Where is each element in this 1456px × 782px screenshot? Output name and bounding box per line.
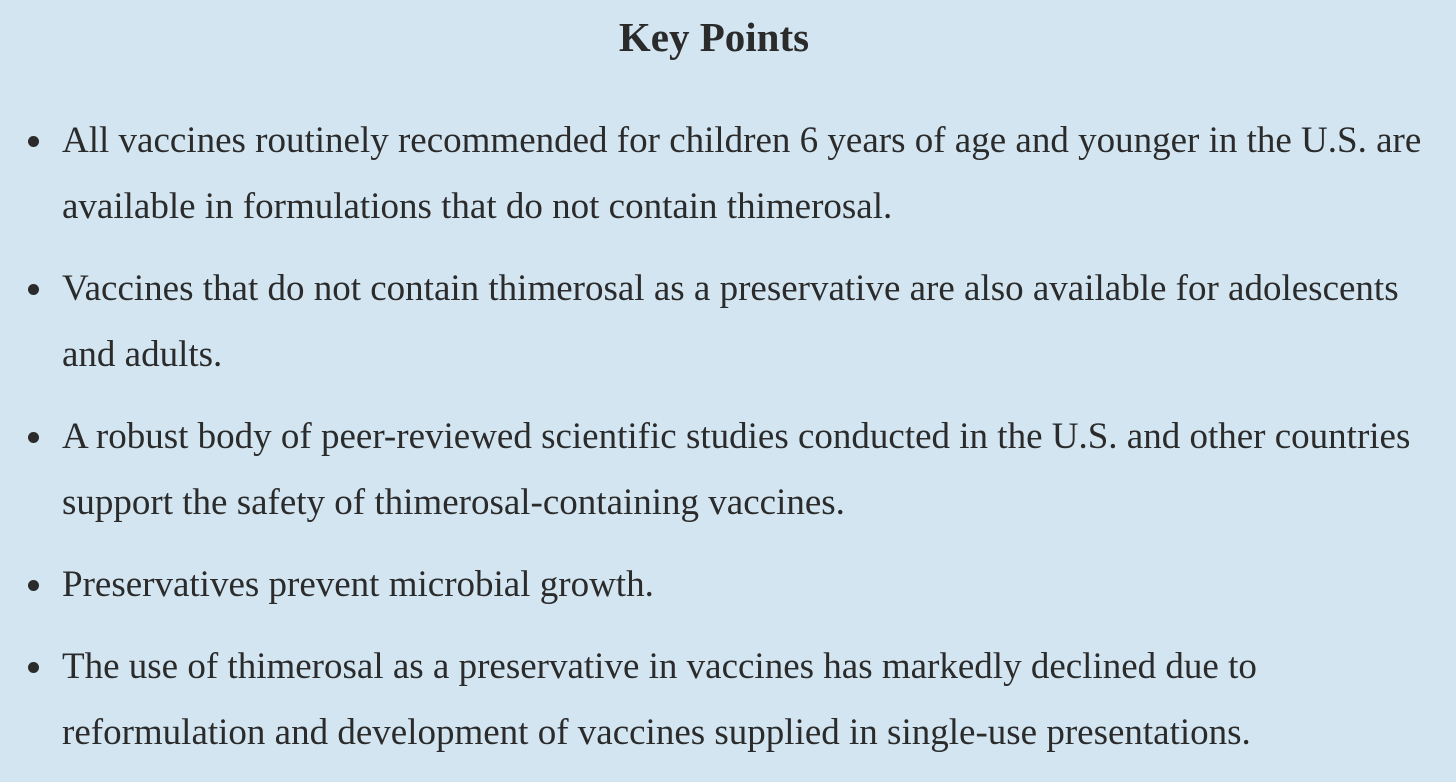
key-point-text: The use of thimerosal as a preservative in vaccines has markedly declined due to reformulation and development of vaccines supplied in single-use presentations. xyxy=(62,646,1257,753)
bullet-icon xyxy=(28,432,39,443)
key-points-title: Key Points xyxy=(618,14,810,60)
key-point-text: All vaccines routinely recommended for children 6 years of age and younger in the U.S. are available in formulations that do not contain thimerosal. xyxy=(62,120,1422,227)
key-point-text: Preservatives prevent microbial growth. xyxy=(62,564,654,605)
key-point-item xyxy=(0,552,1456,618)
bullet-icon xyxy=(28,580,39,591)
key-point-item xyxy=(0,256,1456,388)
key-point-item xyxy=(0,108,1456,240)
bullet-icon xyxy=(28,136,39,147)
bullet-icon xyxy=(28,662,39,673)
bullet-icon xyxy=(28,284,39,295)
key-points-list xyxy=(0,108,1456,766)
key-point-text: Vaccines that do not contain thimerosal as a preservative are also available for adolescents and adults. xyxy=(62,268,1399,375)
key-point-item xyxy=(0,404,1456,536)
key-point-text: A robust body of peer-reviewed scientific studies conducted in the U.S. and other countries support the safety of thimerosal-containing vaccines. xyxy=(62,416,1411,523)
key-point-item xyxy=(0,634,1456,766)
